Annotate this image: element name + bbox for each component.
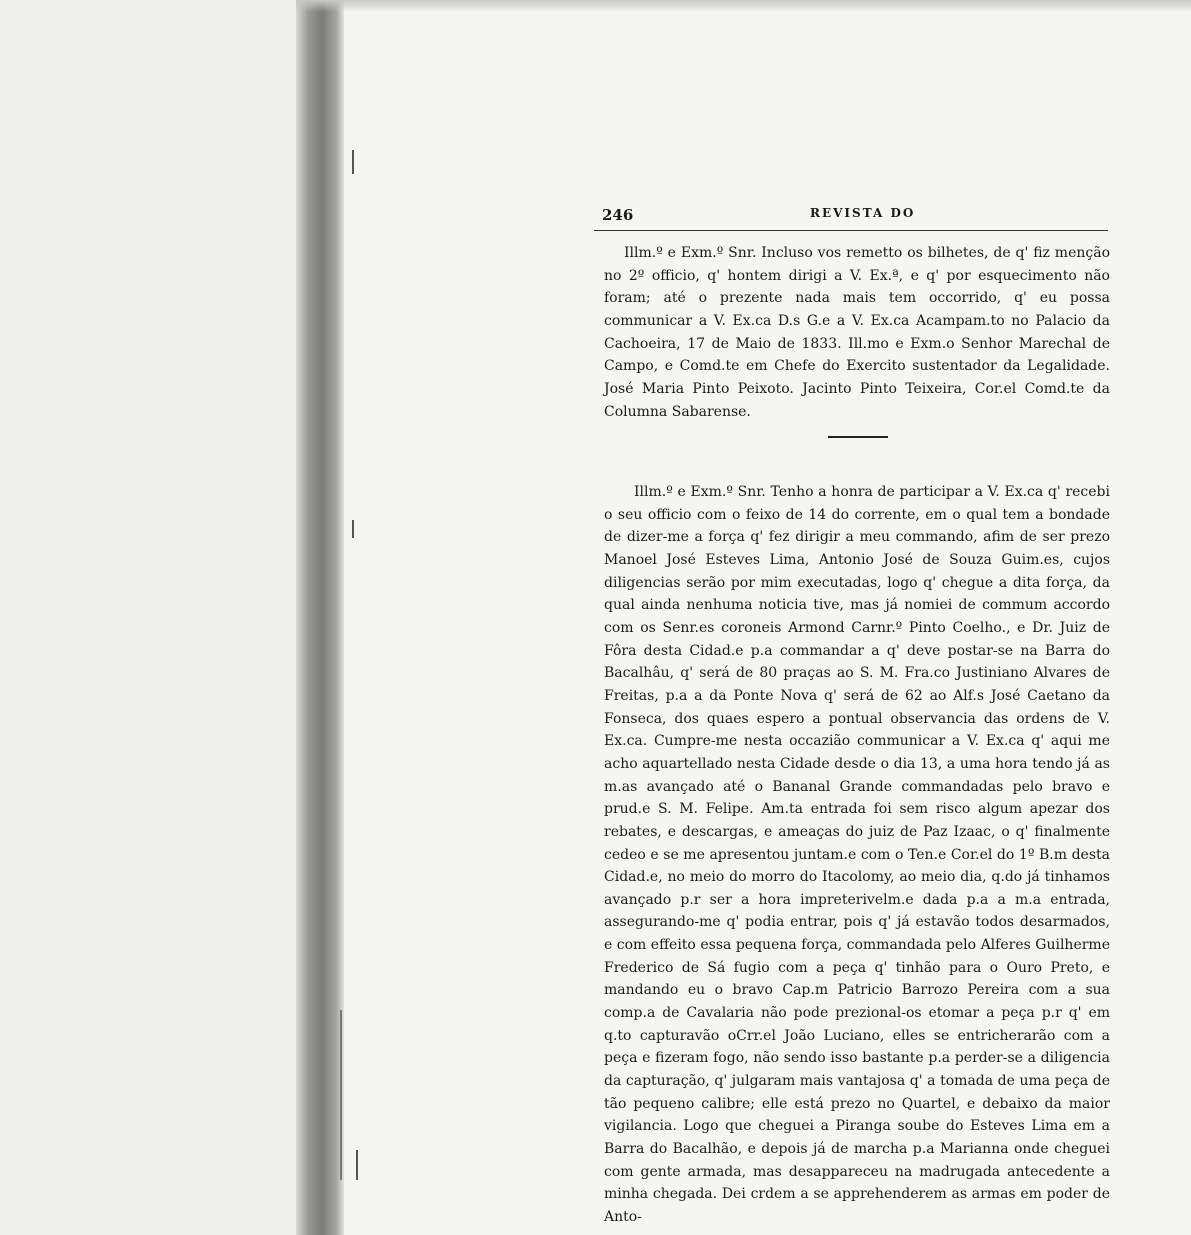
scan-mark (356, 1150, 358, 1180)
page-margin-left (0, 0, 296, 1235)
scan-edge-shadow (296, 0, 1191, 12)
page-number: 246 (602, 206, 634, 224)
letter-paragraph: Illm.º e Exm.º Snr. Incluso vos remetto os bilhetes, de q' fiz menção no 2º officio, q' hontem dirigi a V. Ex.ª, e q' por esquecimento não foram; até o prezente nada mais tem occorrido, q' eu possa communicar a V. Ex.ca D.s G.e a V. Ex.ca Acampam.to no Palacio da Cachoeira, 17 de Maio de 1833. Ill.mo e Exm.o Senhor Marechal de Campo, e Comd.te em Chefe do Exercito sustentador da Legalidade. José Maria Pinto Peixoto. Jacinto Pinto Teixeira, Cor.el Comd.te da Columna Sabarense. (604, 245, 1110, 420)
letter-paragraph: Illm.º e Exm.º Snr. Tenho a honra de participar a V. Ex.ca q' recebi o seu officio com o feixo de 14 do corrente, em o qual tem a bondade de dizer-me a força q' fez dirigir a meu commando, afim de ser prezo Manoel José Esteves Lima, Antonio José de Souza Guim.es, cujos diligencias serão por mim executadas, logo q' chegue a dita força, da qual ainda nenhuma noticia tive, mas já nomiei de commum accordo com os Senr.es coroneis Armond Carnr.º Pinto Coelho., e Dr. Juiz de Fôra desta Cidad.e p.a commandar a q' deve postar-se na Barra do Bacalhâu, q' será de 80 praças ao S. M. Fra.co Justiniano Alvares de Freitas, p.a a da Ponte Nova q' será de 62 ao Alf.s José Caetano da Fonseca, dos quaes espero a pontual observancia das ordens de V. Ex.ca. Cumpre-me nesta occazião communicar a V. Ex.ca q' aqui me acho aquartellado nesta Cidade desde o dia 13, a uma hora tendo já as m.as avançado até o Bananal Grande commandadas pelo bravo e prud.e S. M. Felipe. Am.ta entrada foi sem risco algum apezar dos rebates, e descargas, e ameaças do juiz de Paz Izaac, o q' finalmente cedeo e se me apresentou juntam.e com o Ten.e Cor.el do 1º B.m desta Cidad.e, no meio do morro do Itacolomy, ao meio dia, q.do já tinhamos avançado p.r ser a hora impreterivelm.e dada p.a a m.a entrada, assegurando-me q' podia entrar, pois q' já estavão todos desarmados, e com effeito essa pequena força, commandada pelo Alferes Guilherme Frederico de Sá fugio com a peça q' tinhão para o Ouro Preto, e mandando eu o bravo Cap.m Patricio Barrozo Pereira com a sua comp.a de Cavalaria não pode prezional-os etomar a peça p.r q' em q.to capturavão oCrr.el João Luciano, elles se entricherarão com a peça e fizeram fogo, não sendo isso bastante p.a perder-se a diligencia da capturação, q' julgaram mais vantajosa q' a tomada de uma peça de tão pequeno calibre; elle está prezo no Quartel, e debaixo da maior vigilancia. Logo que cheguei a Piranga soube do Esteves Lima em a Barra do Bacalhão, e depois já de marcha p.a Marianna onde cheguei com gente armada, mas desappareceu na madrugada antecedente a minha chegada. Dei crdem a se apprehenderem as armas em poder de Anto- (604, 484, 1110, 1225)
book-binding-shadow (296, 0, 344, 1235)
header-rule (594, 230, 1108, 231)
scan-mark (352, 520, 354, 538)
section-divider (828, 436, 888, 438)
scan-mark (340, 1010, 342, 1180)
running-head: REVISTA DO (810, 206, 916, 220)
scan-mark (352, 150, 354, 174)
page-header (602, 206, 1110, 228)
